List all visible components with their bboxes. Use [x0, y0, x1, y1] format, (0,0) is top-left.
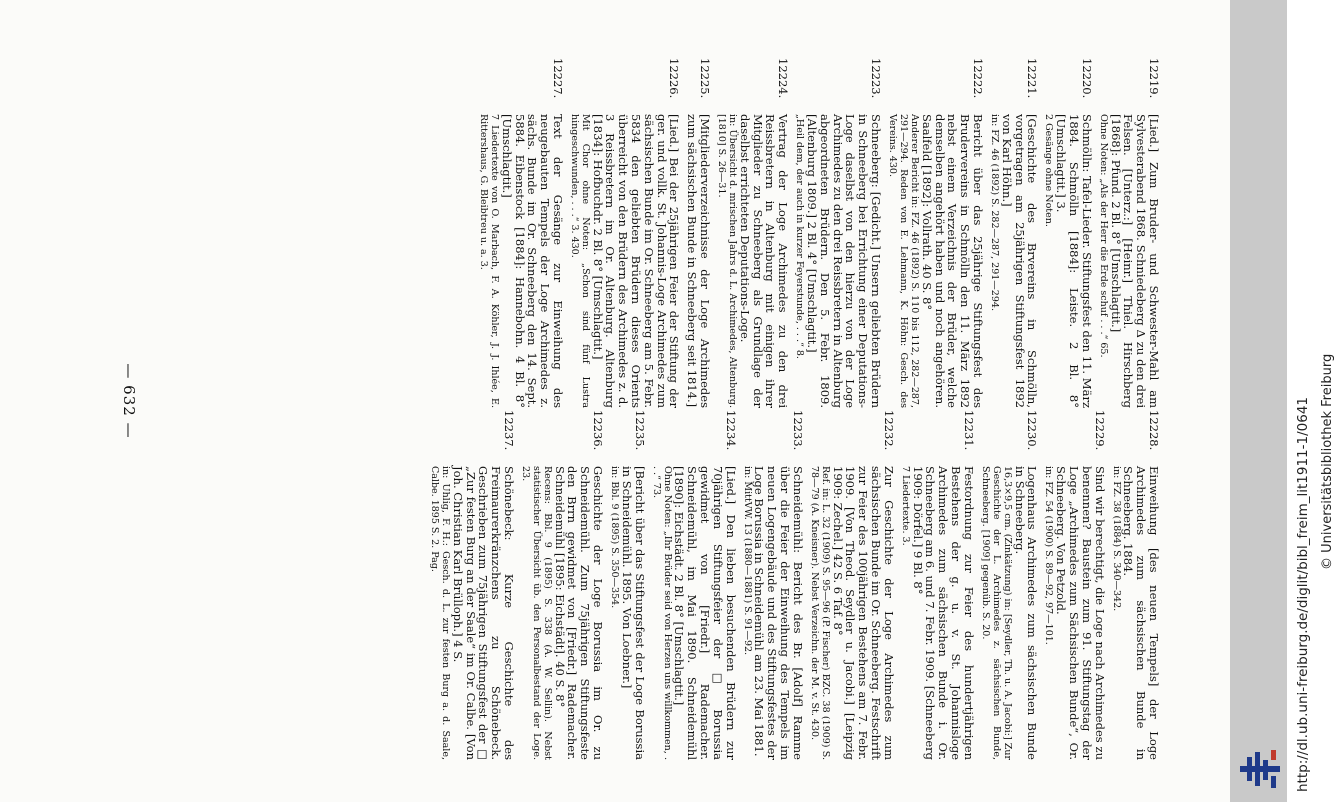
bibliography-entry [887, 58, 984, 408]
entry-number: 12224. [776, 58, 791, 99]
entry-note: in: FZ. 54 (1900) S. 89—92, 97—101. [1043, 466, 1055, 645]
entry-note: Anderer Bericht in: FZ. 46 (1892) S. 110 bis 112, 282—287, 291—294. Reden von E. Lehmann, K. Höhn: Gesch. des Vereins. 430. [887, 114, 921, 408]
bibliography-entry [651, 410, 737, 760]
viewer-sidebar [1230, 0, 1335, 802]
entry-number: 12226. [667, 58, 682, 99]
right-column [160, 410, 1160, 760]
entry-text: [Lied.] Bei der 25jährigen Feier der Stiftung der ger. und vollk. St. Johannis-Loge Archimedes zum sächsischen Bunde im Or. Schneeberg am 5. Febr. 5834 den geliebten Brüdern dieses Orients überreicht von den Brüdern des Archimedes z. d. 3 Reissbretern im Or. Altenburg. Altenburg [1834]: Hofbuchdr. 2 Bl. 8° [Umschlagtit.] [590, 114, 682, 408]
entry-text: [Lied.] Den lieben besuchenden Brüdern zur 70jährigen Stiftungsfeier der □ Borussia gewidmet von [Friedr.] Rademacher. Schneidemühl, im Mai 1890. Schneidemühl [1890]: Eichstädt. 2 Bl. 8° [Umschlagtit.] [672, 466, 738, 760]
entry-note: 7 Liedertexte. 3. [899, 466, 911, 546]
left-column [160, 58, 1160, 408]
entry-number: 12235. [632, 410, 647, 451]
entry-text: Geschichte der Loge Borussia im Or. zu Schneidemühl. Zum 75jährigen Stiftungsfeste den Brrn gewidmet von [Friedr.] Rademacher. Schneidemühl [1895: Eichstädt]. 40 S. 8° [552, 466, 606, 760]
entry-number: 12227. [550, 58, 565, 99]
entry-note: in: MittVW. 13 (1880—1881) S. 91—92. [741, 466, 753, 656]
bibliography-entry [569, 58, 681, 408]
bibliography-entry [1098, 58, 1160, 408]
entry-number: 12236. [591, 410, 606, 451]
bibliography-entry [685, 58, 711, 408]
entry-note: Ohne Noten: „Als der Herr die Erde schuf . . .“ 65. [1097, 114, 1109, 358]
bibliography-entry [1043, 410, 1105, 760]
entry-note: Ref. in: L. 32 (1909) S. 95—96 (P. Fischer) BZC. 38 (1909) S. 78—79 (A. Kneisner). Nebst Verzeichn. der M. v. St. 430. [808, 466, 831, 760]
source-url-link[interactable]: http://dl.ub.uni-freiburg.de/diglit/bibl_freim_lit1911-1/0641 [1295, 396, 1311, 792]
sidebar-text-container [1287, 0, 1344, 802]
entry-text: Sind wir berechtigt, die Loge nach Archimedes zu benennen? Baustein zum 91. Stiftungstag der Loge „Archimedes zum Sächsischen Bunde“, Or. Schneeberg. Von Petzold. [1054, 466, 1107, 760]
entry-text: Festordnung zur Feier des hundertjährigen Bestehens der g. u. v. St. Johannisloge Archimedes zum sächsischen Bunde i. Or. Schneeberg am 6. und 7. Febr. 1909. [Schneeberg 1909: Dörfel.] 9 Bl. 8° [910, 466, 976, 760]
entry-note: in: FZ. 38 (1884) S. 340—342. [1110, 466, 1122, 612]
entry-number: 12222. [971, 58, 986, 99]
entry-text: Vertrag der Loge Archimedes zu den drei Reissbretern in Altenburg mit einigen ihrer Mitglieder zu Schneeberg als Grundlage der daselbst errichteten Deputations-Loge. [737, 114, 791, 408]
entry-number: 12225. [698, 58, 713, 99]
entry-text: Schönebeck: Kurze Geschichte des Freimaurerkränzchens zu Schönebeck. Geschrieben zum 75jährigen Stiftungsfest der □ „Zur festen Burg an der Saale“ im Or. Calbe. [Von Joh. Christian Karl Brülloph.] 4 S. [450, 466, 516, 760]
entry-text: Schneidemühl: Bericht des Br. [Adolf] Ramme über die Feier der Einweihung des Tempels im neuen Logengebäude und des Stiftungsfestes der Loge Borussia in Schneidemühl am 23. Mai 1881. [752, 466, 805, 760]
entry-number: 12223. [869, 58, 884, 99]
entry-note: in: Bbl. 9 (1895) S. 350—354. [609, 466, 621, 609]
page-number-header: — 632 — [120, 363, 138, 439]
bibliography-entry [1043, 58, 1092, 408]
entry-number: 12237. [501, 410, 516, 451]
entry-number: 12221. [1025, 58, 1040, 99]
entry-note: Ohne Noten: „Ihr Brüder seid von Herzen uns willkommen, . . .“ 73. [650, 466, 673, 760]
entry-number: 12229. [1092, 410, 1107, 451]
entry-note: Recens: Bbl. 9 (1895) S. 338 (A. W. Sellin). Nebst statistischer Übersicht üb. den Personalbestand der Loge. 23. [519, 466, 553, 760]
entry-note: 7 Liedertexte von O. Marbach, F. A. Köhler, J. J. Ihlée, E. Rittershaus, G. Bleibtreu u. a. 3. [477, 114, 500, 408]
entry-note: in: Uhlig, F. H.: Gesch. d. L. zur festen Burg a. d. Saale, Calbe. 1895 S. 2. Pag. [428, 466, 451, 760]
entry-text: [Geschichte des Brvereins in Schmölln, vorgetragen am 25jährigen Stiftungsfest 1892 von Karl Höhn.] [999, 114, 1040, 408]
bibliography-entry [989, 58, 1038, 408]
entry-text: Einweihung [des neuen Tempels] der Loge Archimedes zum sächsischen Bunde in Schneeberg. 1884. [1121, 466, 1161, 760]
entry-note: in: FZ. 46 (1892) S. 282—287, 291—294. [989, 114, 1001, 311]
ub-freiburg-logo-icon [1239, 748, 1281, 790]
entry-text: [Mitgliederverzeichnisse der Loge Archimedes zum sächsischen Bunde in Schneeberg seit 1814.] [685, 114, 713, 408]
entry-text: Bericht über das 25jährige Stiftungsfest des Brudervereins in Schmölln den 11. März 1892 nebst einem Verzeichnis der Brüder, welche demselben angehört haben und noch angehören. Saalfeld [1892]: Vollrath. 40 S. 8° [919, 114, 986, 408]
bibliography-entry [716, 58, 789, 408]
entry-number: 12233. [790, 410, 805, 451]
bibliography-entry [429, 410, 515, 760]
entry-note: in: Übersicht d. mrischen Jahrs d. L. Archimedes, Altenburg. [1810] S. 26—31. [716, 114, 739, 408]
copyright-text: © Universitätsbibliothek Freiburg [1320, 353, 1335, 570]
entry-text: [Bericht über das Stiftungsfest der Loge Borussia in Schneidemühl. 1895. Von Loebner.] [619, 466, 647, 760]
bibliography-entry [794, 58, 882, 408]
bibliography-entry [980, 410, 1039, 760]
entry-number: 12232. [881, 410, 896, 451]
entry-note: Mit Chor ohne Noten: „Schon sind fünf Lustra hingeschwunden, . . .“ 3. 430. [568, 114, 591, 408]
entry-note: „Heil dem, der auch in kurzer Feyerstunde, . . .“ 8. [794, 114, 806, 359]
bibliography-entry [1111, 410, 1160, 760]
entry-text: Zur Geschichte der Loge Archimedes zum sächsischen Bunde im Or. Schneeberg. Festschrift zur Feier des 100jährigen Bestehens am 7. Febr. 1909. [Von Theod. Seydler u. Jacobi.] [Leipzig 1909: Zechel.] 42 S. 6 Taf. 8° [830, 466, 896, 760]
entry-number: 12220. [1079, 58, 1094, 99]
entry-number: 12228. [1147, 410, 1161, 451]
entry-text: [Lied.] Zum Bruder- und Schwester-Mahl am Sylvesterabend 1868. Schniedeberg Δ zu den drei Felsen. [Unterz.:] [Heinr.] Thiel. Hirschberg [1868]: Pfund. 2 Bl. 8° [Umschlagtit.] [1108, 114, 1161, 408]
bibliography-entry [609, 410, 646, 760]
bibliography-entry [742, 410, 804, 760]
entry-number: 12234. [723, 410, 738, 451]
entry-text: Text der Gesänge zur Einweihung des neugebauten Tempels der Loge Archimedes z. sächs. Bunde im Or. Schneeberg den 14. Sept. 5884. Eibenstock [1884]: Hannebohn. 4 Bl. 8° [Umschlagtit.] [499, 114, 565, 408]
bibliography-entry [478, 58, 564, 408]
entry-text: Schmölln: Tafel-Lieder. Stiftungsfest den 11. März 1884. Schmölln [1884]: Leiste. 2 Bl. 8° [Umschlagtit.] 3. [1054, 114, 1094, 408]
bibliography-entry [900, 410, 975, 760]
bibliography-entry [520, 410, 604, 760]
entry-number: 12231. [961, 410, 976, 451]
entry-number: 12230. [1025, 410, 1040, 451]
entry-note: 2 Gesänge ohne Noten. [1043, 114, 1055, 227]
entry-note: 16,3×9,5 cm. (Zinkätzung) in: [Seydler, Th. u. A. Jacobi:] Zur Geschichte der L. Archimedes z. sächsischen Bunde, Schneeberg. [1909] gegenüb. S. 20. [979, 466, 1013, 760]
entry-text: Schneeberg: [Gedicht.] Unsern geliebten Brüdern in Schneeberg bei Errichtung einer Deputations-Loge daselbst von den hierzu von der Loge Archimedes zu den drei Reissbretern in Altenburg abgeordneten Brüdern. Den 5. Febr. 1809. [Altenburg 1809.] 2 Bl. 4° [Umschlagtit.] [805, 114, 884, 408]
bibliography-entry [809, 410, 895, 760]
entry-number: 12219. [1147, 58, 1161, 99]
entry-text: Logenhaus Archimedes zum sächsischen Bunde in Schneeberg. [1012, 466, 1040, 760]
